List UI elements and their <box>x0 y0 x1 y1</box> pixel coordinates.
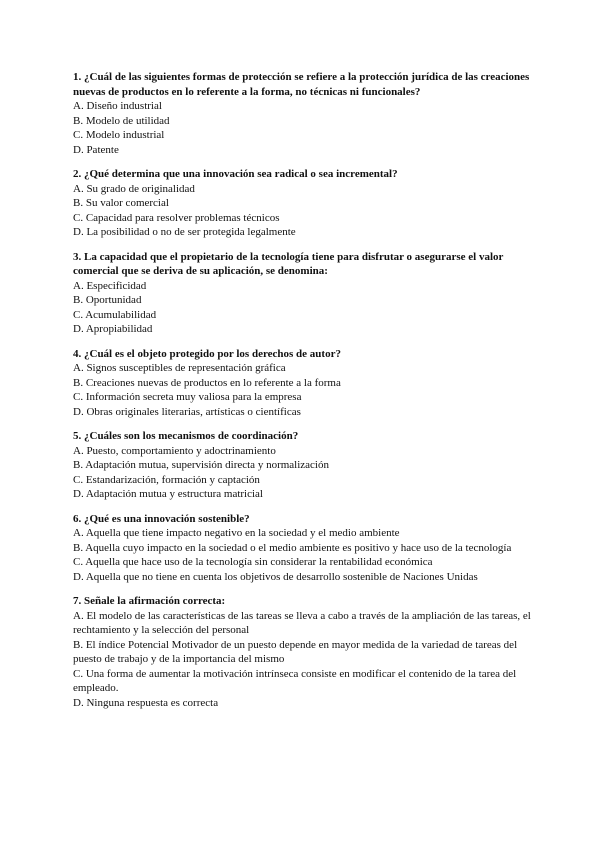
answer-option-b: B. Su valor comercial <box>73 197 169 209</box>
answer-option-d: D. Adaptación mutua y estructura matricial <box>73 488 263 500</box>
answer-option-a: A. Signos susceptibles de representación gráfica <box>73 362 286 374</box>
question-title: 2. ¿Qué determina que una innovación sea radical o sea incremental? <box>73 168 398 180</box>
question-list <box>73 70 533 720</box>
answer-option-d: D. Apropiabilidad <box>73 323 153 335</box>
question-2 <box>73 167 533 240</box>
answer-option-b: B. Aquella cuyo impacto en la sociedad o el medio ambiente es positivo y hace uso de la tecnología <box>73 541 512 554</box>
answer-option-d: D. Patente <box>73 143 119 156</box>
question-title: 5. ¿Cuáles son los mecanismos de coordinación? <box>73 430 299 442</box>
question-5 <box>73 429 533 502</box>
answer-option-a: A. Especificidad <box>73 279 147 292</box>
question-1 <box>73 70 533 157</box>
answer-option-a: A. Su grado de originalidad <box>73 182 195 195</box>
answer-option-a: A. Aquella que tiene impacto negativo en la sociedad y el medio ambiente <box>73 527 400 539</box>
question-3 <box>73 250 533 337</box>
question-6 <box>73 512 533 585</box>
answer-options <box>73 444 533 502</box>
question-title: 6. ¿Qué es una innovación sostenible? <box>73 512 250 525</box>
answer-option-b: B. Oportunidad <box>73 294 142 306</box>
question-title: 3. La capacidad que el propietario de la tecnología tiene para disfrutar o asegurarse el valor comercial que se deriva de su aplicación, se denomina: <box>73 250 504 277</box>
answer-option-c: C. Una forma de aumentar la motivación intrínseca consiste en modificar el contenido de la tarea del empleado. <box>73 667 517 694</box>
answer-option-c: C. Modelo industrial <box>73 129 165 141</box>
answer-option-a: A. Puesto, comportamiento y adoctrinamiento <box>73 444 276 457</box>
answer-option-d: D. Ninguna respuesta es correcta <box>73 696 219 709</box>
answer-options <box>73 361 533 419</box>
question-title: 1. ¿Cuál de las siguientes formas de protección se refiere a la protección jurídica de las creaciones nuevas de productos en lo referente a la forma, no técnicas ni funcionales? <box>73 71 530 98</box>
question-title: 7. Señale la afirmación correcta: <box>73 595 226 607</box>
question-4 <box>73 347 533 420</box>
answer-option-c: C. Acumulabilidad <box>73 308 157 321</box>
answer-option-d: D. Obras originales literarias, artísticas o científicas <box>73 405 301 418</box>
answer-options <box>73 99 533 157</box>
answer-option-d: D. La posibilidad o no de ser protegida legalmente <box>73 226 296 238</box>
answer-option-b: B. Modelo de utilidad <box>73 114 170 127</box>
answer-option-a: A. Diseño industrial <box>73 100 162 112</box>
answer-options <box>73 279 533 337</box>
answer-options <box>73 526 533 584</box>
answer-option-c: C. Información secreta muy valiosa para la empresa <box>73 391 302 403</box>
answer-options <box>73 182 533 240</box>
question-title: 4. ¿Cuál es el objeto protegido por los derechos de autor? <box>73 347 341 360</box>
answer-option-c: C. Capacidad para resolver problemas técnicos <box>73 211 280 224</box>
answer-option-b: B. Adaptación mutua, supervisión directa y normalización <box>73 459 329 471</box>
question-7 <box>73 594 533 710</box>
answer-option-a: A. El modelo de las características de las tareas se lleva a cabo a través de la ampliación de las tareas, el rechtamiento y la selección del personal <box>73 609 531 636</box>
answer-options <box>73 609 533 711</box>
answer-option-d: D. Aquella que no tiene en cuenta los objetivos de desarrollo sostenible de Naciones Unidas <box>73 570 478 583</box>
answer-option-c: C. Estandarización, formación y captación <box>73 473 260 486</box>
answer-option-b: B. Creaciones nuevas de productos en lo referente a la forma <box>73 376 341 389</box>
answer-option-c: C. Aquella que hace uso de la tecnología sin considerar la rentabilidad económica <box>73 556 433 568</box>
answer-option-b: B. El índice Potencial Motivador de un puesto depende en mayor medida de la variedad de tareas del puesto de trabajo y de la importancia del mismo <box>73 638 518 665</box>
